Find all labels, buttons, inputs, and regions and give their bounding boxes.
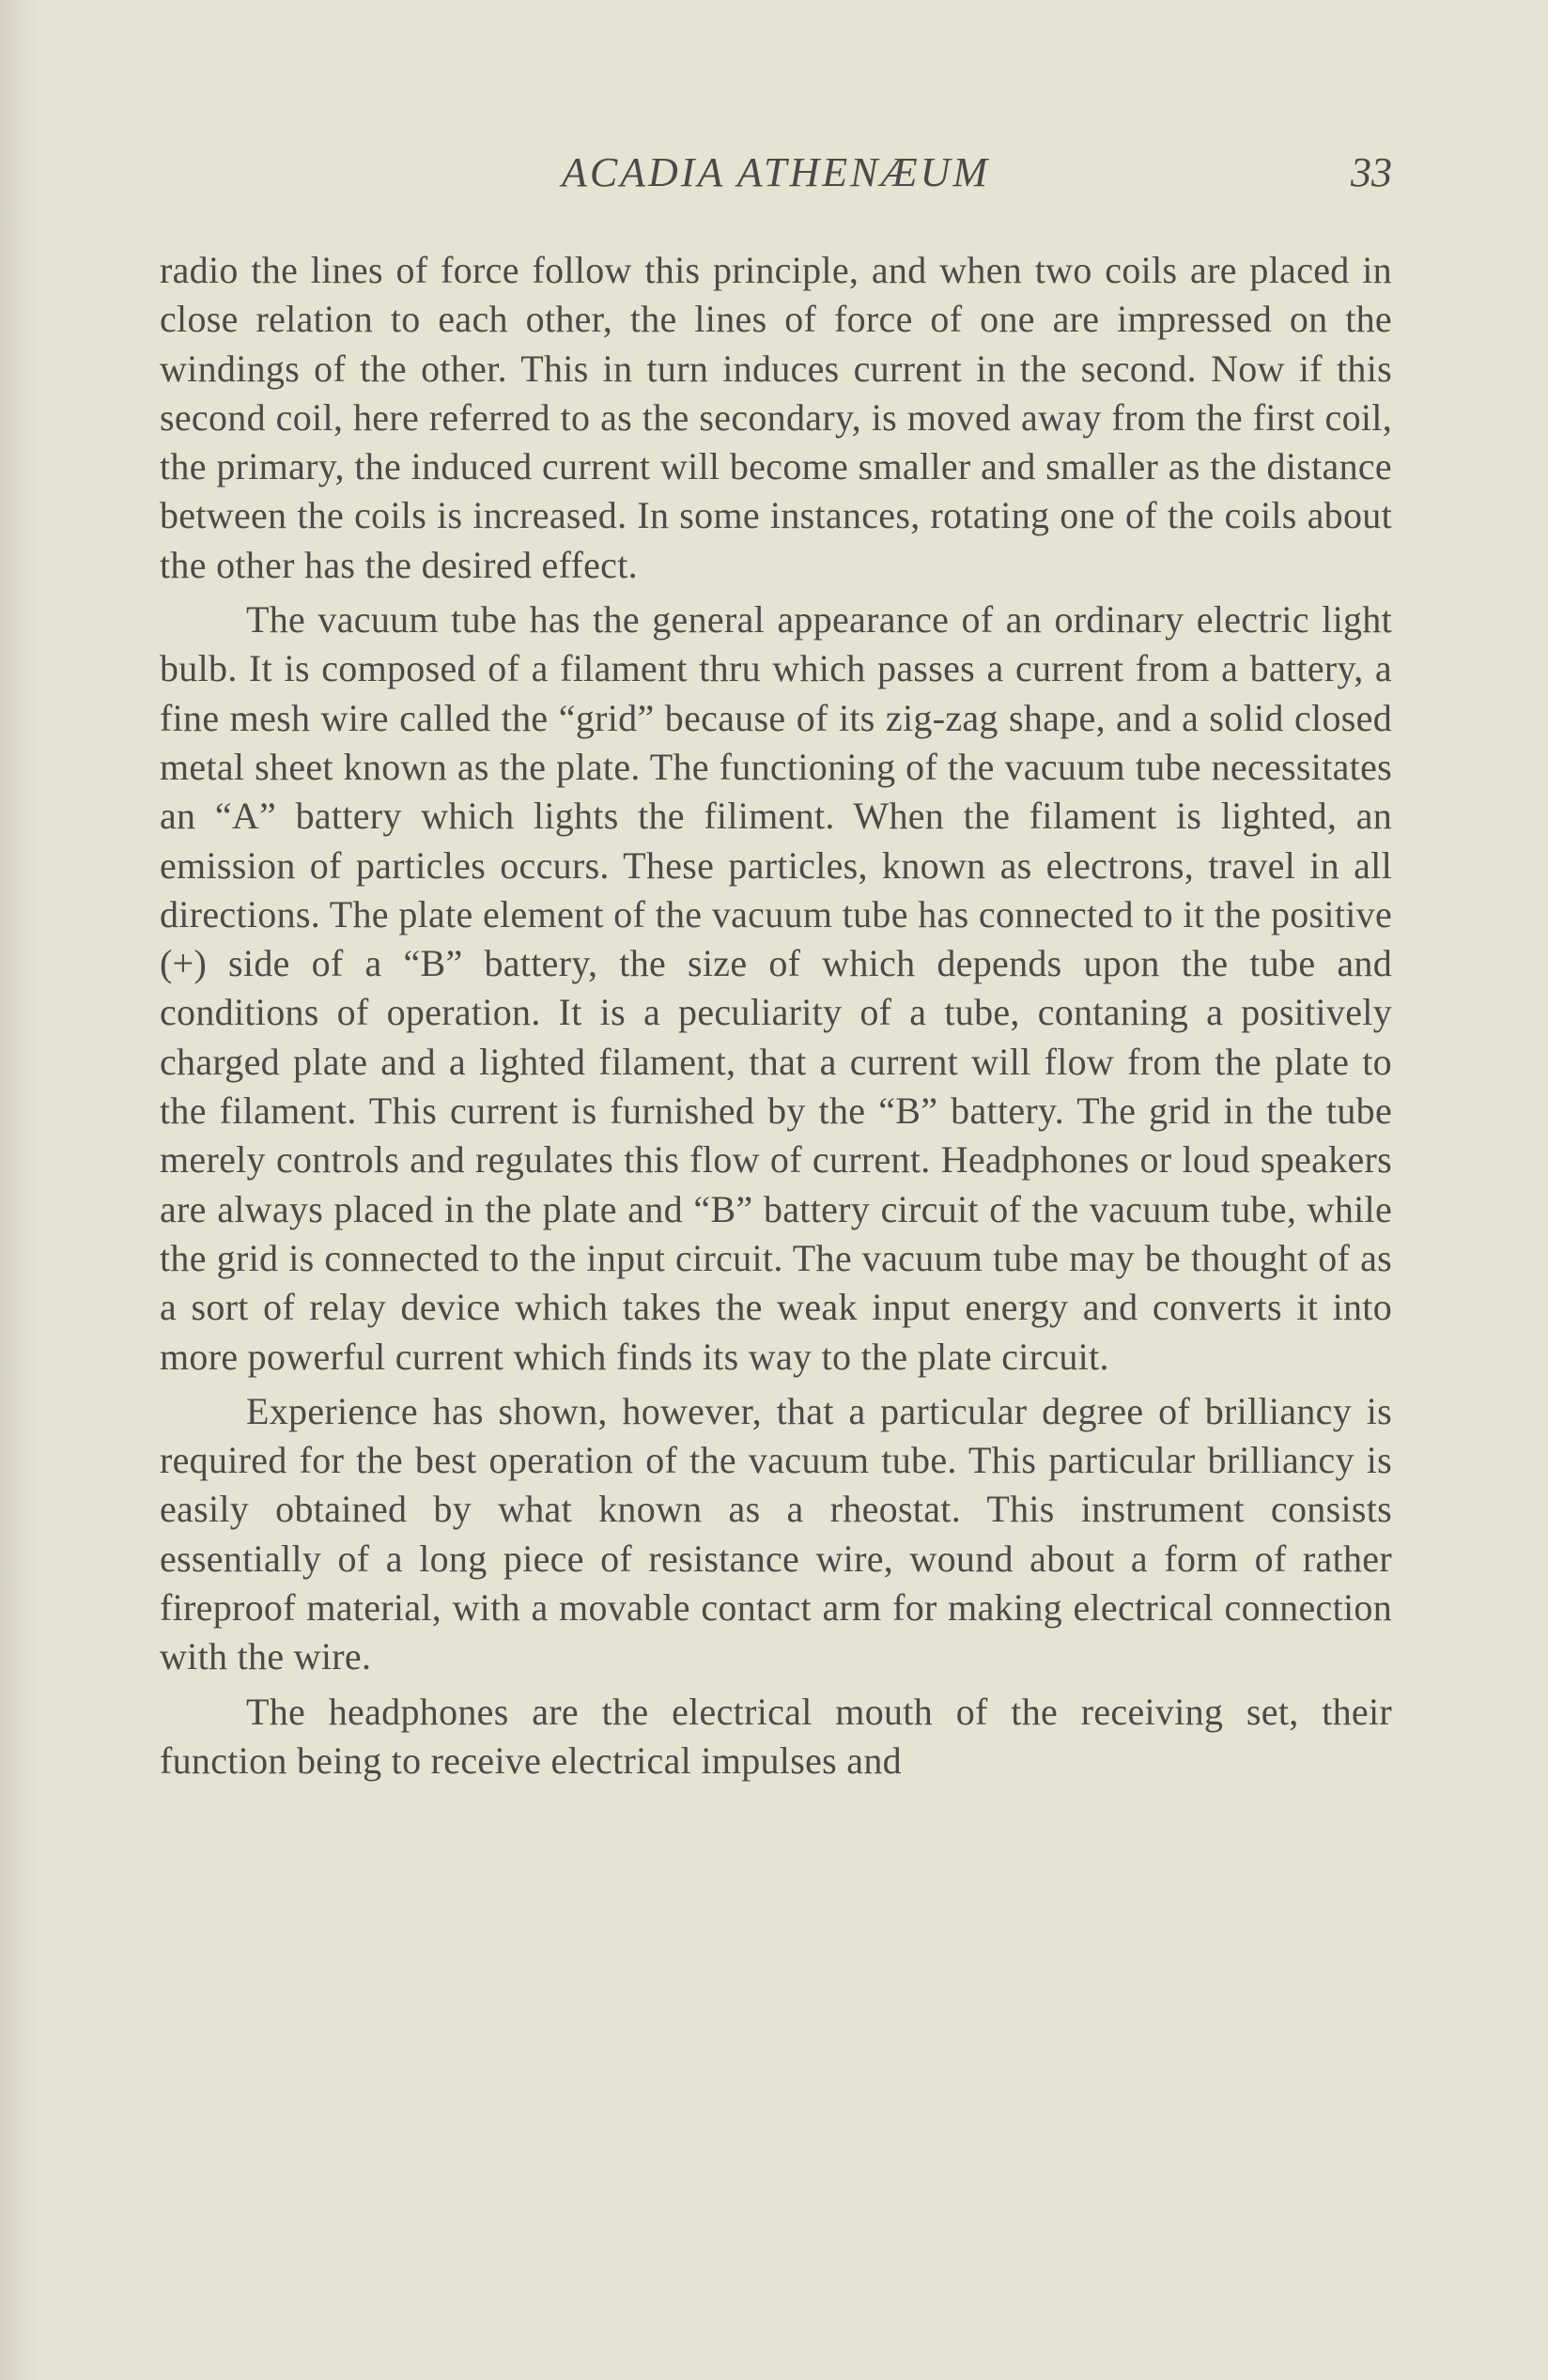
page-number: 33 [1351,149,1392,195]
paragraph-rheostat: Experience has shown, however, that a particular degree of brilliancy is required for the best operation of the vacuum tube. This particular brilliancy is easily obtained by what known as a rheostat. This instrument consists essentially of a long piece of resistance wire, wound about a form of rather fireproof material, with a movable contact arm for making electrical connection with the wire. [160,1389,1392,1678]
paragraph-headphones: The headphones are the electrical mouth of the receiving set, their function being to receive electrical impulses and [160,1690,1392,1782]
journal-title: ACADIA ATHENÆUM [561,149,991,195]
paragraph-radio-lines-of-force: radio the lines of force follow this principle, and when two coils are placed in close relation to each other, the lines of force of one are impressed on the windings of the other. This in turn induces current in the second. Now if this second coil, here referred to as the secondary, is moved away from the first coil, the primary, the induced current will become smaller and smaller as the distance between the coils is increased. In some instances, rotating one of the coils about the other has the desired effect. [160,249,1392,586]
running-header [160,148,1392,205]
body-text [160,246,1392,1791]
paragraph-vacuum-tube: The vacuum tube has the general appearance of an ordinary electric light bulb. It is composed of a filament thru which passes a current from a battery, a fine mesh wire called the “grid” because of its zig-zag shape, and a solid closed metal sheet known as the plate. The functioning of the vacuum tube necessitates an “A” battery which lights the filiment. When the filament is lighted, an emission of particles occurs. These particles, known as electrons, travel in all directions. The plate element of the vacuum tube has connected to it the positive (+) side of a “B” battery, the size of which depends upon the tube and conditions of operation. It is a peculiarity of a tube, contaning a positively charged plate and a lighted filament, that a current will flow from the plate to the filament. This current is furnished by the “B” battery. The grid in the tube merely controls and regulates this flow of current. Headphones or loud speakers are always placed in the plate and “B” battery circuit of the vacuum tube, while the grid is connected to the input circuit. The vacuum tube may be thought of as a sort of relay device which takes the weak input energy and converts it into more powerful current which finds its way to the plate circuit. [160,598,1392,1378]
